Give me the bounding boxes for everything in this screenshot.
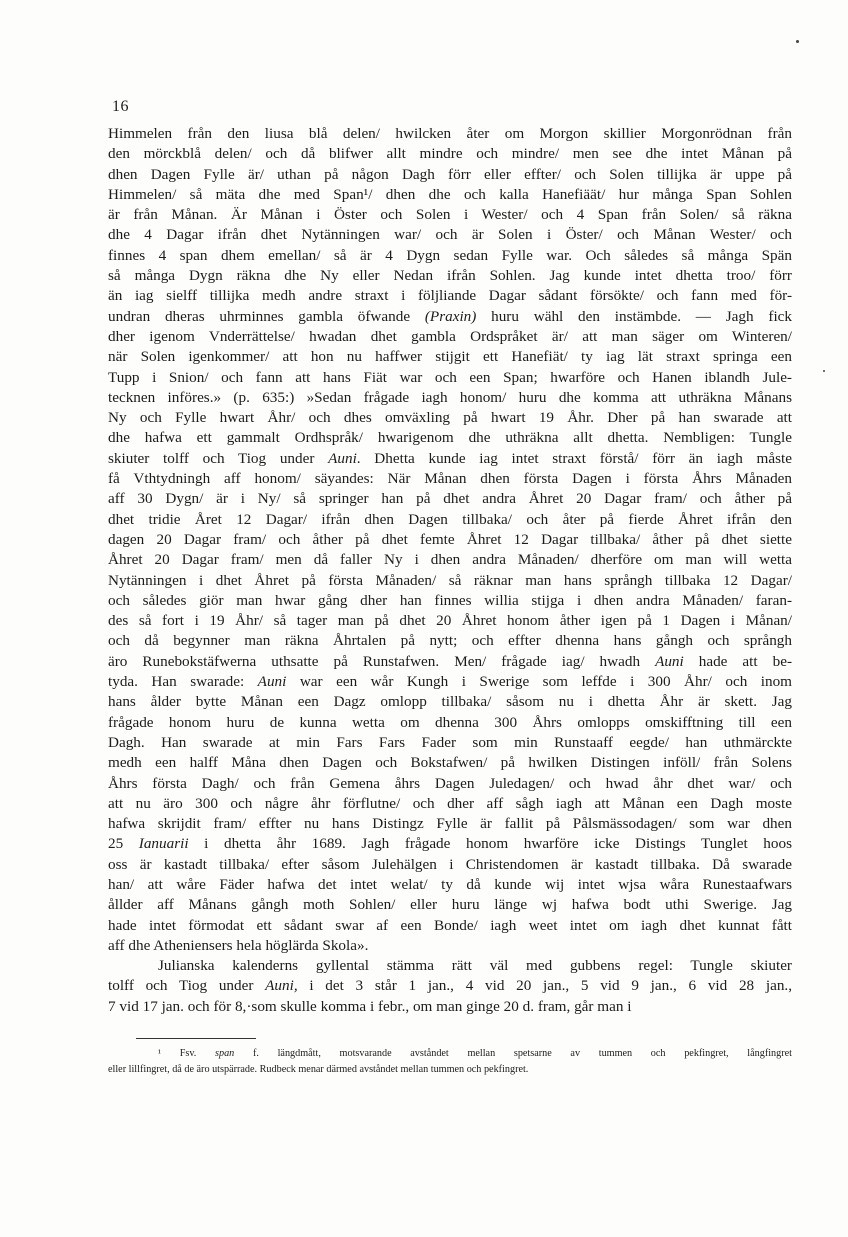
footnotes [108, 1046, 792, 1078]
text-line: aff 30 Dygn/ är i Ny/ så springer han på dhet andra Åhret 20 Dagar fram/ och åther på [108, 490, 792, 508]
text-line: är från Månan. Är Månan i Öster och Solen i Wester/ och 4 Span från Solen/ så räkna [108, 206, 792, 224]
text-line: oss är kastadt tillbaka/ efter såsom Julehälgen i Christendomen är kastadt tillbaka. Då swarade [108, 855, 792, 873]
text-line: han/ att wåre Fäder hafwa det intet welat/ ty då kunde wij intet wjsa wåra Runestaafwars [108, 875, 792, 893]
text-line: dhen Dagen Fylle är/ uthan på någon Dagh förr eller effter/ och Solen tillijka är uppe på [108, 165, 792, 183]
text-line: den mörckblå delen/ och då blifwer allt mindre och mindre/ men see dhe intet Månan på [108, 145, 792, 163]
text-line: tolff och Tiog under Auni, i det 3 står 1 jan., 4 vid 20 jan., 5 vid 9 jan., 6 vid 28 jan., [108, 977, 792, 995]
text-line: dagen 20 Dagar fram/ och åther på dhet femte Åhret 12 Dagar tillbaka/ åther på dhet siette [108, 530, 792, 548]
text-line: få Vthtydningh aff honom/ säyandes: När Månan dhen första Dagen i första Åhrs Månaden [108, 470, 792, 488]
text-line: 25 Ianuarii i dhetta åhr 1689. Jagh frågade honom hwarföre icke Distings Tunglet hoos [108, 835, 792, 853]
text-line: dhe hafwa ett gammalt Ordhspråk/ hwarigenom dhe uthräkna allt dhetta. Nembligen: Tungle [108, 429, 792, 447]
footnote-line: eller lillfingret, då de äro utspärrade. Rudbeck menar därmed avståndet mellan tummen och pekfingret. [108, 1064, 529, 1075]
text-line: Himmelen/ så mäta dhe med Span¹/ dhen dhe och kalla Hanefiäät/ hur många Span Sohlen [108, 185, 792, 203]
paper-speck [796, 40, 799, 43]
text-line: des så fort i 19 Åhr/ så tager man på dhet 20 Åhret honom åther igen på 1 Dagen i Månan/ [108, 612, 792, 630]
text-line: när Solen igenkommer/ att hon nu haffwer stijgit ett Hanefiät/ ty iag lät straxt springa een [108, 348, 792, 366]
text-line: Dagh. Han swarade at min Fars Fars Fader som min Runstaaff eegde/ han uthmärckte [108, 733, 792, 751]
text-line: att nu äro 300 och någre åhr förflutne/ och dher aff sågh iagh att Månan een Dagh moste [108, 794, 792, 812]
text-line: undran dheras uhrminnes gambla öfwande (Praxin) huru wähl den instämbde. — Jagh fick [108, 307, 792, 325]
text-line: Tupp i Snion/ och fann att hans Fiät war och een Span; hwarföre och Hanen iblandh Jule- [108, 368, 792, 386]
text-line: dher igenom Vnderrättelse/ hwadan dhet gambla Ordspråket är/ att man säger om Winteren/ [108, 327, 792, 345]
text-line: Julianska kalenderns gyllental stämma rätt väl med gubbens regel: Tungle skiuter [158, 957, 792, 975]
text-line: Åhrs första Dagh/ och från Gemena åhrs Dagen Juledagen/ och hwad åhr dhet war/ och [108, 774, 792, 792]
text-line: skiuter tolff och Tiog under Auni. Dhetta kunde iag intet straxt förstå/ förr än iagh måste [108, 449, 792, 467]
text-line: medh een halff Måna dhen Dagen och Bokstafwen/ på hwilken Distingen inföll/ från Solens [108, 754, 792, 772]
text-line: Nytänningen i dhet Åhret på första Månaden/ så räknar man hans språngh tillbaka 12 Dagar/ [108, 571, 792, 589]
text-line: aff dhe Atheniensers hela höglärda Skola». [108, 936, 369, 954]
text-line: och då begynner man räkna Åhrtalen på nytt; och effter dhenna hans gångh och språngh [108, 632, 792, 650]
text-line: hade intet förmodat ett sådant swar af een Bonde/ iagh weet intet om iagh dhet kunnat fått [108, 916, 792, 934]
text-line: Himmelen från den liusa blå delen/ hwilcken åter om Morgon skillier Morgonrödnan från [108, 125, 792, 142]
footnote-divider [136, 1038, 256, 1039]
text-line: hans ålder bytte Månan een Dagz omlopp tillbaka/ såsom nu i dhetta Åhr är skett. Jag [108, 693, 792, 711]
text-line: tyda. Han swarade: Auni war een wår Kungh i Swerige som leffde i 300 Åhr/ och inom [108, 673, 792, 691]
text-line: ållder aff Månans gångh moth Sohlen/ eller huru länge wj hafwa bodt uthi Swerige. Jag [108, 896, 792, 914]
text-line: äro Runebokstäfwerna uthsatte på Runstafwen. Men/ frågade iag/ hwadh Auni hade att be- [108, 652, 792, 670]
paper-speck [823, 370, 825, 372]
text-line: än iag sielff tillijka medh andre straxt i följliande Dagar sådant försökte/ och fann med för- [108, 287, 792, 305]
text-line: tecknen införes.» (p. 635:) »Sedan frågade iagh honom/ huru dhe komma att uthräkna Månans [108, 388, 792, 406]
text-line: och således giör man hwar gång dher han finnes willia stijga i dhen andra Månaden/ faran- [108, 591, 792, 609]
text-line: finnes 4 span dhem emellan/ så är 4 Dygn sedan Fylle war. Och således så många Spän [108, 246, 792, 264]
page-number: 16 [112, 98, 129, 115]
text-line: Ny och Fylle hwart Åhr/ och dhes omväxling på hwart 19 Åhr. Dher på han swarade att [108, 409, 792, 427]
text-line: dhet tridie Året 12 Dagar/ ifrån dhen Dagen tillbaka/ och åter på fierde Åhret ifrån den [108, 510, 792, 528]
text-line: frågade honom huru de kunna wetta om dhenna 300 Åhrs omlopps omskifftning till een [108, 713, 792, 731]
body-text [108, 124, 792, 1017]
text-line: 7 vid 17 jan. och för 8,·som skulle komma i febr., om man ginge 20 d. fram, går man i [108, 997, 632, 1015]
footnote-line: ¹ Fsv. span f. längdmått, motsvarande avståndet mellan spetsarne av tummen och pekfingret, långfingret [158, 1048, 792, 1059]
text-line: dhe 4 Dagar ifrån dhet Nytänningen war/ och är Solen i Öster/ och Månan Wester/ och [108, 226, 792, 244]
text-line: Åhret 20 Dagar fram/ men då faller Ny i dhen andra Månaden/ dherföre om man will wetta [108, 551, 792, 569]
text-line: så många Dygn räkna dhe Ny eller Nedan ifrån Sohlen. Jag kunde intet dhetta troo/ förr [108, 267, 792, 285]
text-line: hafwa skrijdit fram/ effter nu hans Distingz Fylle är fallit på Pålsmässodagen/ som war dhen [108, 815, 792, 833]
